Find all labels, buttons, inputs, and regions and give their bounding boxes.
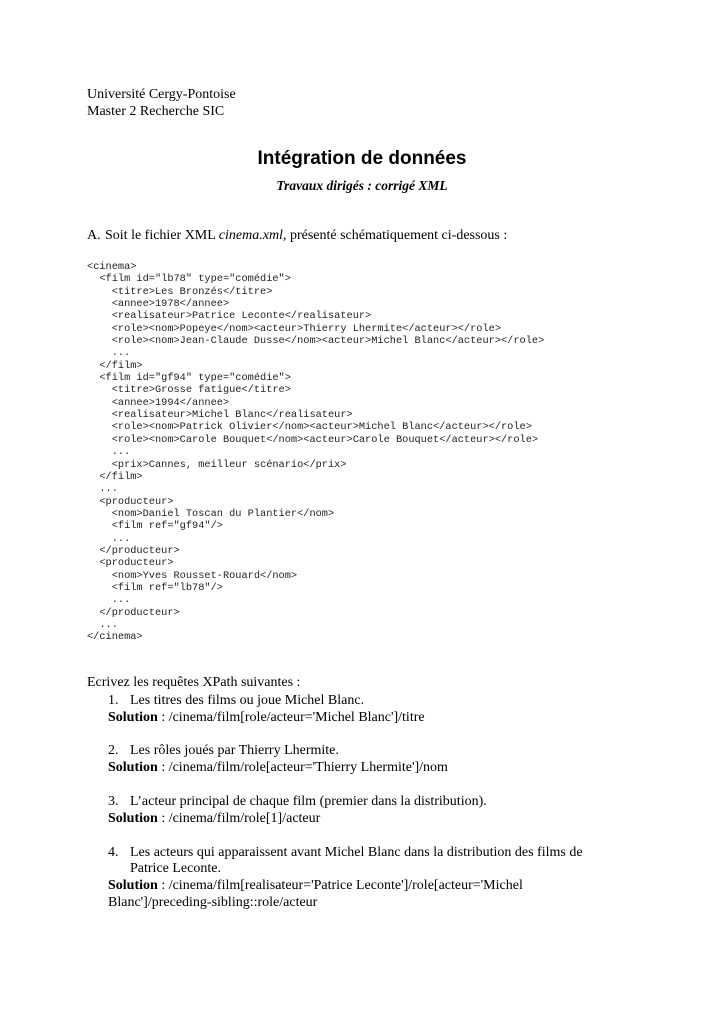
questions-section [87, 675, 647, 929]
code-line: <nom>Daniel Toscan du Plantier</nom> [87, 507, 335, 520]
question-number: 2. [108, 743, 119, 759]
code-line: <film id="gf94" type="comédie"> [87, 372, 291, 385]
intro-filename: cinema.xml [218, 228, 283, 243]
code-line: </producteur> [87, 606, 180, 619]
question-solution [87, 811, 647, 828]
question-number: 1. [108, 692, 119, 708]
code-line: <titre>Grosse fatigue</titre> [87, 384, 291, 397]
section-intro [87, 228, 507, 244]
code-line: <cinema> [87, 261, 137, 273]
solution-text: : /cinema/film[realisateur='Patrice Leconte']/role[acteur='Michel [157, 878, 523, 894]
program-name: Master 2 Recherche SIC [87, 104, 225, 119]
code-line: ... [87, 446, 131, 459]
code-line: <role><nom>Carole Bouquet</nom><acteur>Carole Bouquet</acteur></role> [87, 433, 539, 446]
document-title: Intégration de données [257, 148, 467, 169]
code-line: <role><nom>Patrick Olivier</nom><acteur>Michel Blanc</acteur></role> [87, 421, 532, 434]
code-line: </producteur> [87, 544, 180, 557]
solution-text: : /cinema/film/role[1]/acteur [157, 810, 321, 826]
document-header [87, 86, 236, 120]
solution-label: Solution [108, 709, 158, 725]
code-line: </cinema> [87, 631, 143, 644]
question-text: Les rôles joués par Thierry Lhermite. [130, 743, 339, 759]
code-line: <role><nom>Popeye</nom><acteur>Thierry Lhermite</acteur></role> [87, 322, 502, 335]
code-line: <film ref="gf94"/> [87, 520, 223, 533]
code-line: <film id="lb78" type="comédie"> [87, 273, 291, 286]
questions-intro: Ecrivez les requêtes XPath suivantes : [87, 675, 301, 690]
code-line: <role><nom>Jean-Claude Dusse</nom><acteur>Michel Blanc</acteur></role> [87, 335, 545, 348]
university-name: Université Cergy-Pontoise [87, 87, 236, 102]
question-text: Les titres des films ou joue Michel Blanc. [130, 692, 365, 708]
solution-text: : /cinema/film/role[acteur='Thierry Lhermite']/nom [157, 760, 448, 776]
code-line: <realisateur>Michel Blanc</realisateur> [87, 409, 353, 422]
solution-label: Solution [108, 810, 158, 826]
solution-text-continued: Blanc']/preceding-sibling::role/acteur [108, 894, 318, 910]
code-line: ... [87, 347, 131, 360]
question-item [87, 845, 647, 912]
intro-text-after: , présenté schématiquement ci-dessous : [282, 228, 508, 243]
question-number: 4. [108, 844, 119, 860]
question-text: Les acteurs qui apparaissent avant Michel Blanc dans la distribution des films de [130, 844, 583, 860]
code-line: <producteur> [87, 557, 174, 570]
question-solution [87, 760, 647, 777]
code-line: ... [87, 594, 131, 607]
question-item [87, 794, 647, 828]
code-line: <titre>Les Bronzés</titre> [87, 285, 273, 298]
question-number: 3. [108, 793, 119, 809]
code-line: ... [87, 618, 118, 631]
code-line: <nom>Yves Rousset-Rouard</nom> [87, 569, 298, 582]
question-text-continued: Patrice Leconte. [130, 861, 221, 877]
question-solution [87, 878, 647, 895]
solution-label: Solution [108, 878, 158, 894]
intro-text-before: Soit le fichier XML [105, 228, 219, 243]
code-line: <producteur> [87, 495, 174, 508]
question-item [87, 743, 647, 777]
code-line: </film> [87, 359, 143, 372]
code-line: <realisateur>Patrice Leconte</realisateur> [87, 310, 372, 323]
document-subtitle: Travaux dirigés : corrigé XML [276, 178, 448, 193]
question-text: L’acteur principal de chaque film (premier dans la distribution). [130, 793, 487, 809]
code-line: <prix>Cannes, meilleur scénario</prix> [87, 458, 347, 471]
solution-text: : /cinema/film[role/acteur='Michel Blanc']/titre [157, 709, 425, 725]
question-solution [87, 710, 647, 727]
section-letter: A. [87, 228, 101, 243]
code-line: ... [87, 483, 118, 496]
solution-label: Solution [108, 760, 158, 776]
xml-code-block [87, 261, 544, 644]
code-line: <annee>1994</annee> [87, 396, 230, 409]
code-line: </film> [87, 470, 143, 483]
code-line: ... [87, 532, 131, 545]
code-line: <film ref="lb78"/> [87, 581, 223, 594]
code-line: <annee>1978</annee> [87, 298, 230, 311]
question-item [87, 693, 647, 727]
